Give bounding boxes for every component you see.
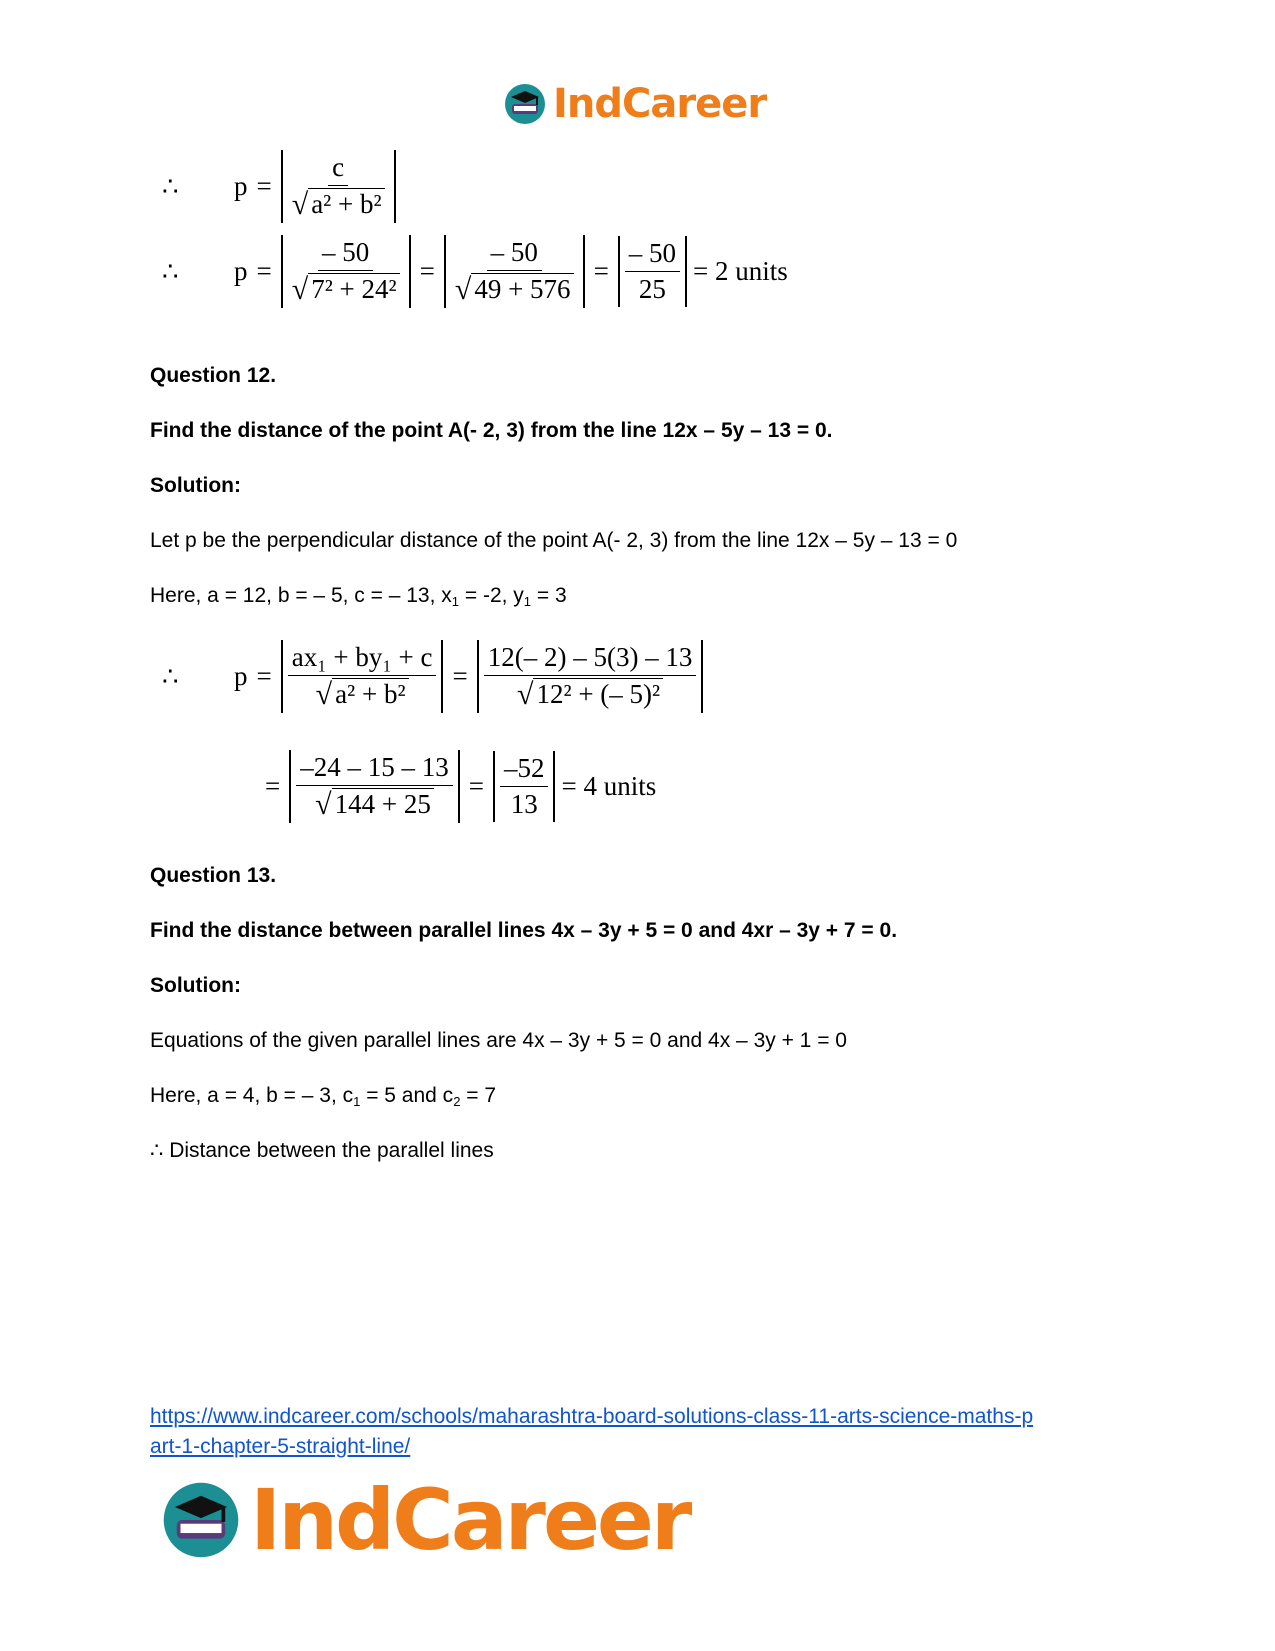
question-13-title: Question 13. [150, 864, 277, 887]
graduation-book-icon [160, 1479, 242, 1561]
question-13-line3: ∴ Distance between the parallel lines [150, 1139, 494, 1162]
url-line-1[interactable]: https://www.indcareer.com/schools/maharashtra-board-solutions-class-11-arts-science-maths-p [150, 1405, 1034, 1428]
graduation-book-icon [503, 82, 547, 126]
formula-q12-step2: = –24 – 15 – 13 √ 144 + 25 = $\frac{-52}{13}$ = 4 units [265, 752, 657, 821]
question-13-here: Here, a = 4, b = – 3, $c_1 = 5$ and $c_2 = 7$ [150, 1084, 497, 1109]
logo-text: IndCareer [250, 1471, 690, 1569]
question-13-text: Find the distance between parallel lines 4x – 3y + 5 = 0 and 4xr – 3y + 7 = 0. [150, 919, 898, 942]
question-13-solution-label: Solution: [150, 974, 241, 997]
url-line-2[interactable]: art-1-chapter-5-straight-line/ [150, 1435, 411, 1458]
source-url-link[interactable] [150, 1402, 1150, 1462]
question-12-line1: Let p be the perpendicular distance of the point A(- 2, 3) from the line 12x – 5y – 13 = 0 [150, 529, 958, 552]
header-logo [503, 78, 766, 130]
question-12-solution-label: Solution: [150, 474, 241, 497]
logo-text: IndCareer [553, 81, 767, 127]
formula-p-computed: ∴ p = – 50 √ 7² + 24² = – 50 √ 49 + 576 = $\frac{- 50}{25}$ = 2 units [162, 237, 788, 306]
footer-logo [160, 1471, 690, 1569]
formula-q12-step1: ∴ p = ax₁ + by₁ + c √ a² + b² = 12(– 2) – 5(3) – 13 √ 12² + (– 5)² [162, 640, 703, 713]
formula-p-general: ∴ p = c √ a² + b² [162, 150, 396, 223]
question-12-here: Here, a = 12, b = – 5, c = – 13, $x_1 = -2$, $y_1 = 3$ [150, 584, 567, 609]
question-12-text: Find the distance of the point A(- 2, 3) from the line 12x – 5y – 13 = 0. [150, 419, 833, 442]
question-13-line1: Equations of the given parallel lines are 4x – 3y + 5 = 0 and 4x – 3y + 1 = 0 [150, 1029, 847, 1052]
question-12-title: Question 12. [150, 364, 277, 387]
